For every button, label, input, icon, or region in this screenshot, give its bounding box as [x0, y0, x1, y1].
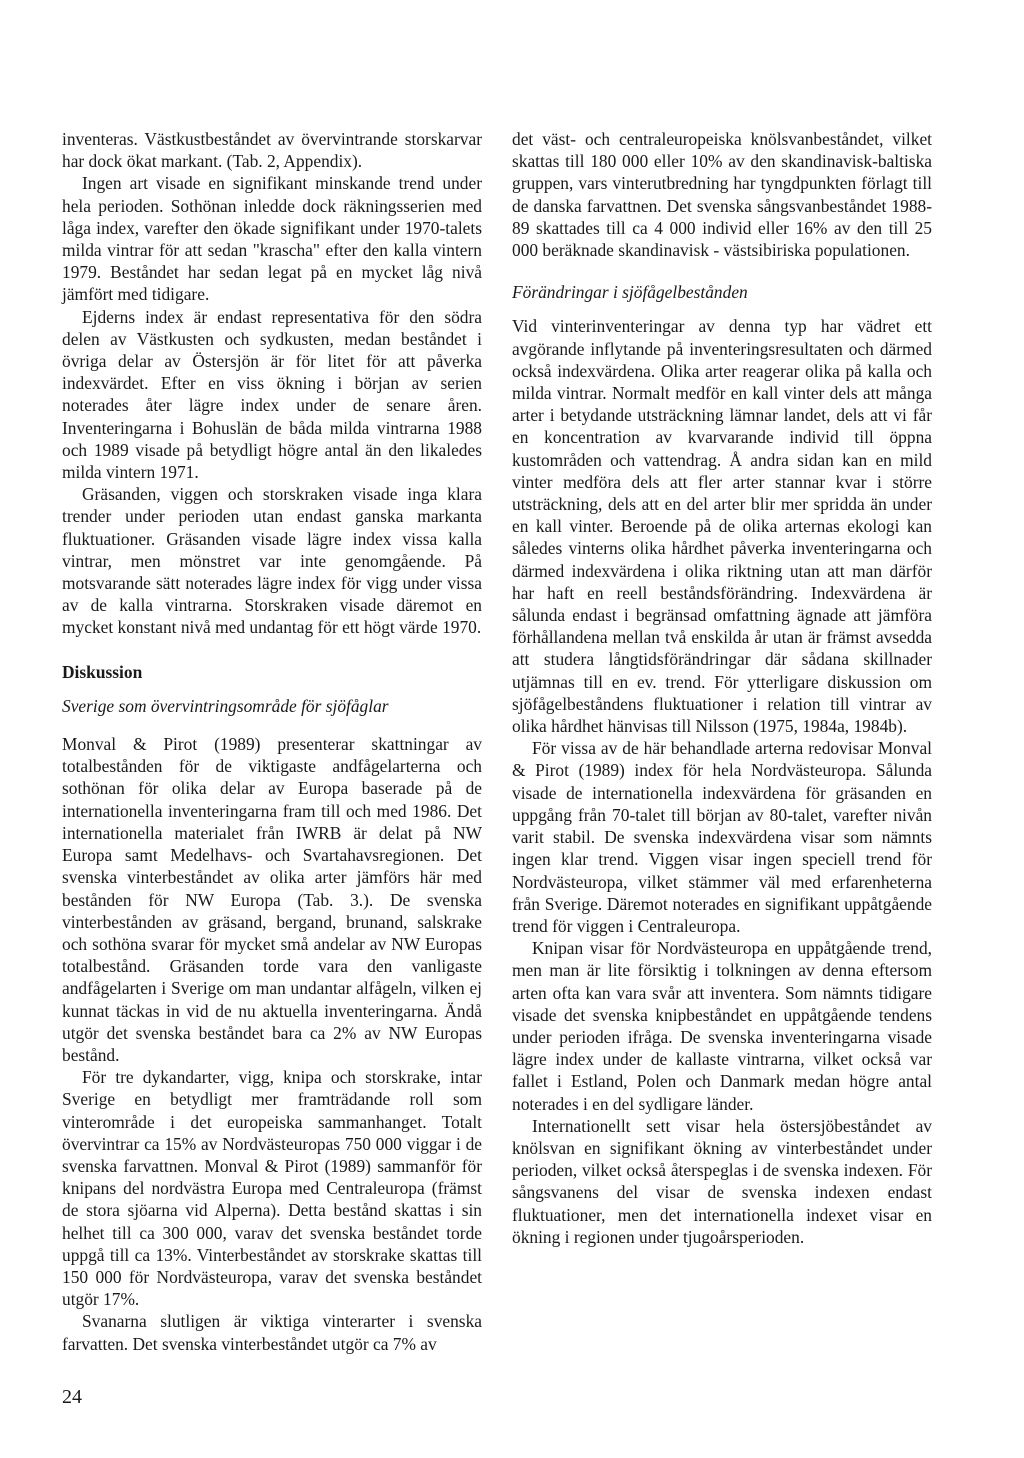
- subsection-heading: Förändringar i sjöfågelbestånden: [512, 282, 748, 303]
- section-heading: Diskussion: [62, 661, 143, 682]
- paragraph: Internationellt sett visar hela östersjöbeståndet av knölsvan en signifikant ökning av vinterbeståndet under perioden, vilket också återspeglas i de svenska indexen. För sångsvanens del visar de svenska indexen endast fluktuationer, men det internationella indexet visar en ökning i regionen under tjugoårsperioden.: [512, 1115, 932, 1247]
- paragraph: Monval & Pirot (1989) presenterar skattningar av totalbestånden för de viktigaste andfågelarterna och sothönan för olika delar av Europa baserade på de internationella inventeringarna fram till och med 1986. Det internationella materialet från IWRB är delat på NW Europa samt Medelhavs- och Svartahavsregionen. Det svenska vinterbeståndet av olika arter jämförs här med bestånden för NW Europa (Tab. 3.). De svenska vinterbestånden av gräsand, bergand, brunand, salskrake och sothöna svarar för mycket små andelar av NW Europas totalbestånd. Gräsanden torde vara den vanligaste andfågelarten i Sverige om man undantar alfågeln, vilken ej kunnat täckas in vid de nu aktuella inventeringarna. Ändå utgör det svenska beståndet bara ca 2% av NW Europas bestånd.: [62, 734, 482, 1065]
- paragraph: För tre dykandarter, vigg, knipa och storskrake, intar Sverige en betydligt mer framträdande roll som vinterområde i det europeiska sammanhanget. Totalt övervintrar ca 15% av Nordvästeuropas 750 000 viggar i de svenska farvattnen. Monval & Pirot (1989) sammanför för knipans del nordvästra Europa med Centraleuropa (främst de stora sjöarna vid Alperna). Detta bestånd skattas i sin helhet till ca 300 000, varav det svenska beståndet torde uppgå till ca 13%. Vinterbeståndet av storskrake skattas till 150 000 för Nordvästeuropa, varav det svenska beståndet utgör 17%.: [62, 1067, 482, 1310]
- page-number: 24: [62, 1386, 82, 1408]
- paragraph: det väst- och centraleuropeiska knölsvanbeståndet, vilket skattas till 180 000 eller 10% av den skandinavisk-baltiska gruppen, vars vinterutbredning har tyngdpunkten förlagt till de danska farvattnen. Det svenska sångsvanbeståndet 1988-89 skattades till ca 4 000 individ eller 16% av den till 25 000 beräknade skandinavisk - västsibiriska populationen.: [512, 129, 932, 261]
- paragraph: Svanarna slutligen är viktiga vinterarter i svenska farvatten. Det svenska vinterbeståndet utgör ca 7% av: [62, 1311, 482, 1354]
- paragraph: Gräsanden, viggen och storskraken visade inga klara trender under perioden utan endast ganska markanta fluktuationer. Gräsanden visade lägre index vissa kalla vintrar, men mönstret var inte genomgående. På motsvarande sätt noterades lägre index för vigg under vissa av de kalla vintrarna. Storskraken visade däremot en mycket konstant nivå med undantag för ett högt värde 1970.: [62, 484, 482, 638]
- paragraph: Vid vinterinventeringar av denna typ har vädret ett avgörande inflytande på inventeringsresultaten och därmed också indexvärdena. Olika arter reagerar olika på kalla och milda vintrar. Normalt medför en kall vinter dels att många arter i betydande utsträckning lämnar landet, dels att vi får en koncentration av kvarvarande individ till öppna kustområden och vattendrag. Å andra sidan kan en mild vinter medföra dels att fler arter stannar kvar i större utsträckning, dels att en del arter blir mer spridda än under en kall vinter. Beroende på de olika arternas ekologi kan således vinterns olika hårdhet påverka inventeringarna och därmed indexvärdena i olika riktning utan att man därför har haft en reell beståndsförändring. Indexvärdena är sålunda endast i begränsad omfattning ägnade att jämföra förhållandena mellan två enskilda år utan är främst avsedda att studera långtidsförändringar där sådana skillnader utjämnas till en ev. trend. För ytterligare diskussion om sjöfågelbeståndens fluktuationer i relation till vintrar av olika hårdhet hänvisas till Nilsson (1975, 1984a, 1984b).: [512, 316, 932, 737]
- paragraph: inventeras. Västkustbeståndet av övervintrande storskarvar har dock ökat markant. (Tab. 2, Appendix).: [62, 129, 482, 172]
- paragraph: Knipan visar för Nordvästeuropa en uppåtgående trend, men man är lite försiktig i tolkningen av denna eftersom arten ofta kan vara svår att inventera. Som nämnts tidigare visade det svenska knipbeståndet en uppåtgående tendens under perioden ifråga. De svenska inventeringarna visade lägre index under de kallaste vintrarna, vilket också var fallet i Estland, Polen och Danmark medan högre antal noterades i en del sydligare länder.: [512, 938, 932, 1114]
- subsection-heading: Sverige som övervintringsområde för sjöfåglar: [62, 695, 389, 716]
- paragraph: För vissa av de här behandlade arterna redovisar Monval & Pirot (1989) index för hela Nordvästeuropa. Sålunda visade de internationella indexvärdena för gräsanden en uppgång från 70-talet till början av 80-talet, varefter nivån varit stabil. De svenska indexvärdena visar som nämnts ingen klar trend. Viggen visar ingen speciell trend för Nordvästeuropa, vilket stämmer väl med erfarenheterna från Sverige. Däremot noterades en signifikant uppåtgående trend för viggen i Centraleuropa.: [512, 738, 932, 936]
- paragraph: Ingen art visade en signifikant minskande trend under hela perioden. Sothönan inledde dock räkningsserien med låga index, varefter den ökade signifikant under 1970-talets milda vintrar för att sedan "krascha" efter den kalla vintern 1979. Beståndet har sedan legat på en mycket låg nivå jämfört med tidigare.: [62, 173, 482, 305]
- left-column: [62, 128, 482, 1355]
- right-column: [512, 128, 932, 1248]
- paragraph: Ejderns index är endast representativa för den södra delen av Västkusten och sydkusten, medan beståndet i övriga delar av Östersjön är för litet för att påverka indexvärdet. Efter en viss ökning i början av serien noterades åter lägre index under de senare åren. Inventeringarna i Bohuslän de båda milda vintrarna 1988 och 1989 visade på betydligt högre antal än den likaledes milda vintern 1971.: [62, 306, 482, 483]
